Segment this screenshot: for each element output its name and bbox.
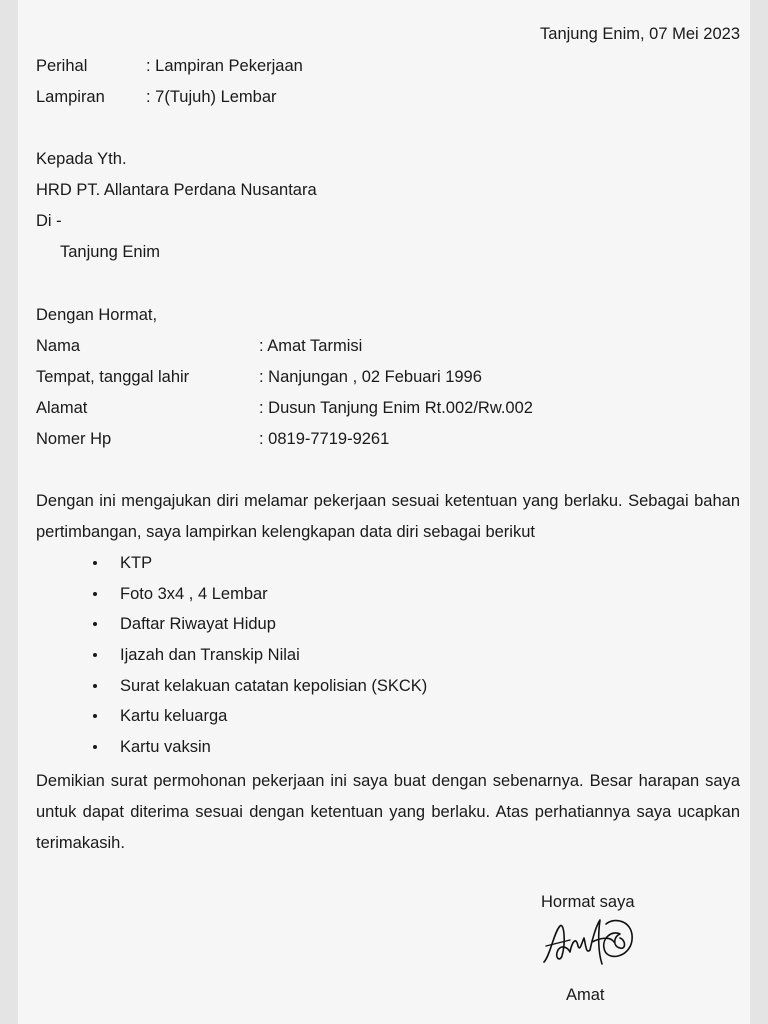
- signature-image: [540, 912, 636, 970]
- field-label-name: Nama: [36, 337, 81, 355]
- field-value-birth: : Nanjungan , 02 Febuari 1996: [259, 368, 482, 386]
- field-value-phone: : 0819-7719-9261: [259, 430, 390, 448]
- recipient-line-3: Di -: [36, 212, 62, 230]
- signatory-name: Amat: [566, 986, 605, 1004]
- attachments-list: [88, 548, 427, 763]
- field-label-birth: Tempat, tanggal lahir: [36, 368, 190, 386]
- recipient-line-1: Kepada Yth.: [36, 150, 127, 168]
- field-value-name: : Amat Tarmisi: [259, 337, 363, 355]
- field-label-address: Alamat: [36, 399, 88, 417]
- list-item: Ijazah dan Transkip Nilai: [88, 640, 427, 671]
- list-item: Daftar Riwayat Hidup: [88, 609, 427, 640]
- field-value-address: : Dusun Tanjung Enim Rt.002/Rw.002: [259, 399, 533, 417]
- subject-label: Perihal: [36, 57, 88, 75]
- list-item: Foto 3x4 , 4 Lembar: [88, 579, 427, 610]
- list-item: Surat kelakuan catatan kepolisian (SKCK): [88, 671, 427, 702]
- field-label-phone: Nomer Hp: [36, 430, 112, 448]
- intro-paragraph: Dengan ini mengajukan diri melamar pekerjaan sesuai ketentuan yang berlaku. Sebagai bahan pertimbangan, saya lampirkan kelengkapan data diri sebagai berikut: [36, 492, 740, 541]
- subject-value: : Lampiran Pekerjaan: [146, 57, 303, 75]
- list-item: KTP: [88, 548, 427, 579]
- list-item: Kartu keluarga: [88, 701, 427, 732]
- closing-salutation: Hormat saya: [541, 893, 635, 911]
- place-date: Tanjung Enim, 07 Mei 2023: [540, 25, 740, 43]
- recipient-line-2: HRD PT. Allantara Perdana Nusantara: [36, 181, 317, 199]
- greeting: Dengan Hormat,: [36, 306, 158, 324]
- closing-paragraph: Demikian surat permohonan pekerjaan ini saya buat dengan sebenarnya. Besar harapan saya untuk dapat diterima sesuai dengan ketentuan yang berlaku. Atas perhatiannya saya ucapkan terimakasih.: [36, 772, 740, 852]
- attachment-value: : 7(Tujuh) Lembar: [146, 88, 277, 106]
- attachment-label: Lampiran: [36, 88, 105, 106]
- list-item: Kartu vaksin: [88, 732, 427, 763]
- recipient-line-4: Tanjung Enim: [60, 243, 160, 261]
